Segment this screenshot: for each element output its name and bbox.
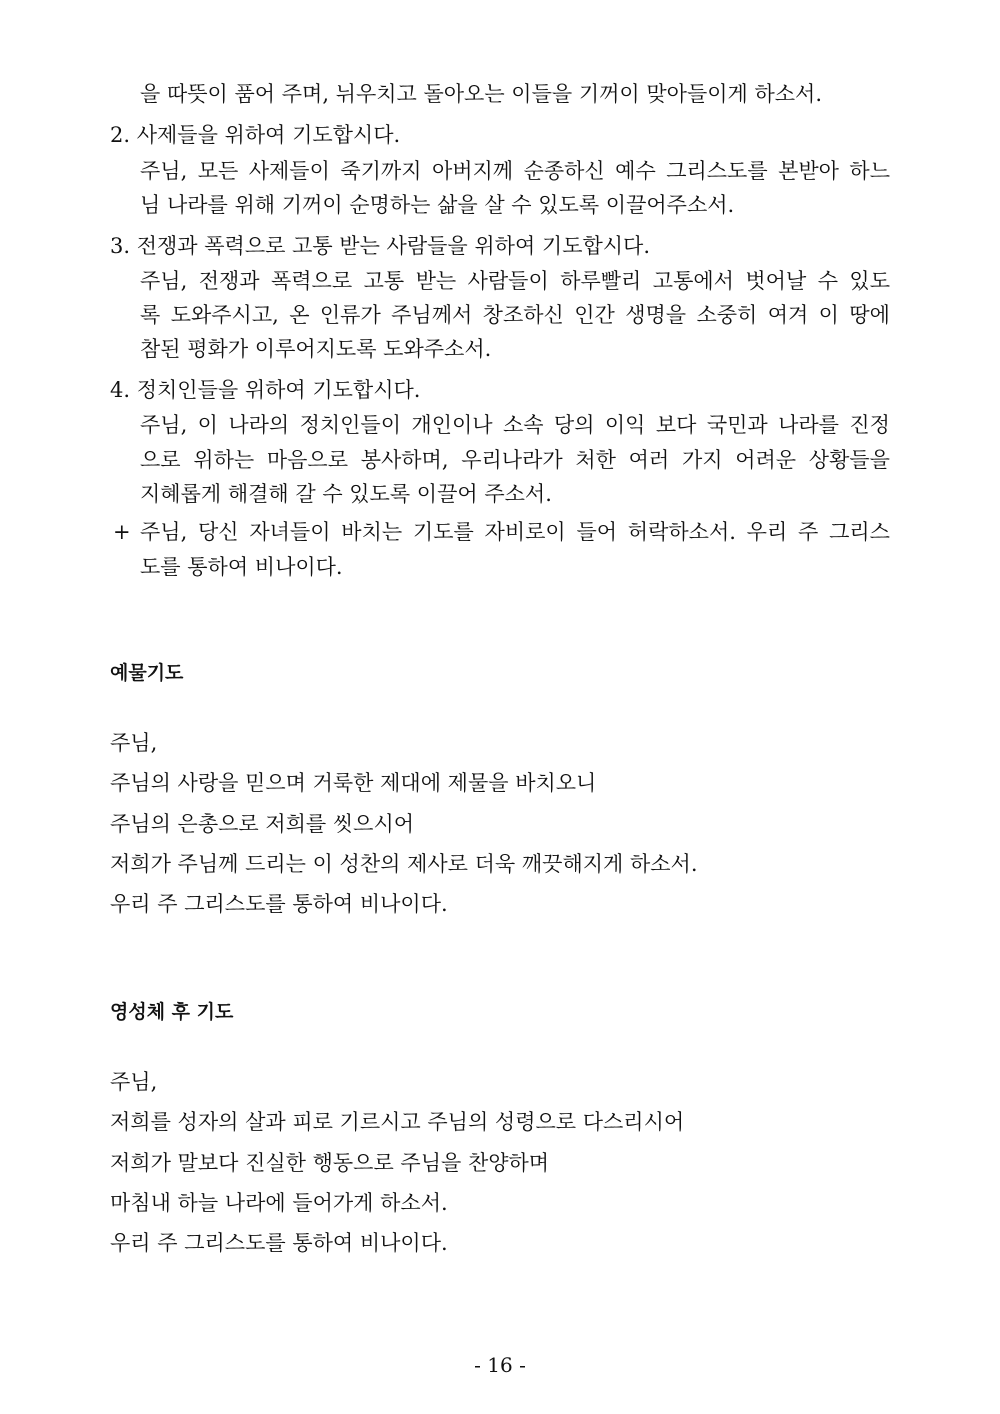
offertory-line: 저희가 주님께 드리는 이 성찬의 제사로 더욱 깨끗해지게 하소서. [110,852,698,876]
word: 으로 [140,448,181,472]
offertory-line: 주님, [110,731,158,755]
post-communion-line: 저희가 말보다 진실한 행동으로 주님을 찬양하며 [110,1151,550,1175]
word: 우리 [746,520,788,544]
word: 예수 [615,159,656,183]
closing-cross-marker: + [113,520,131,544]
intercession-2-line-2: 님 나라를 위해 기꺼이 순명하는 삶을 살 수 있도록 이끌어주소서. [140,193,735,217]
word: 주님께서 [391,303,473,327]
word: 고통에서 [652,269,734,293]
word: 소속 [502,413,544,437]
offertory-line: 주님의 은총으로 저희를 씻으시어 [110,812,415,836]
word: 수 [817,269,838,293]
word: 순종하신 [523,159,605,183]
word: 들어 [576,520,618,544]
intercession-3-line-3: 참된 평화가 이루어지도록 도와주소서. [140,337,492,361]
word: 모든 [197,159,239,183]
word: 아버지께 [431,159,514,183]
word: 여겨 [767,303,809,327]
post-communion-line: 주님, [110,1070,158,1094]
word: 보다 [655,413,697,437]
intercession-4-line-2 [140,446,890,474]
word: 본받아 [778,159,839,183]
word: 주님, [140,159,188,183]
word: 온 [289,303,310,327]
word: 어려운 [735,448,797,472]
word: 허락하소서. [627,520,736,544]
word: 자비로이 [484,520,566,544]
word: 주님, [140,269,188,293]
word: 그리스 [829,520,890,544]
intercession-1-tail: 을 따뜻이 품어 주며, 뉘우치고 돌아오는 이들을 기꺼이 맞아들이게 하소서. [140,82,823,106]
word: 벗어날 [745,269,807,293]
word: 사제들이 [248,159,330,183]
word: 창조하신 [482,303,564,327]
word: 있도 [849,269,890,293]
word: 주님, [140,413,188,437]
word: 하느 [849,159,890,183]
word: 폭력으로 [270,269,353,293]
word: 도와주시고, [170,303,279,327]
post-communion-line: 마침내 하늘 나라에 들어가게 하소서. [110,1191,448,1215]
page-number: - 16 - [474,1353,526,1377]
post-communion-heading: 영성체 후 기도 [110,1001,234,1023]
word: 전쟁과 [198,269,260,293]
word: 위하는 [193,448,255,472]
word: 우리나라가 [461,448,563,472]
intercession-3-title: 3. 전쟁과 폭력으로 고통 받는 사람들을 위하여 기도합시다. [110,234,651,258]
word: 하루빨리 [560,269,642,293]
word: 진정 [849,413,890,437]
word: 여러 [628,448,670,472]
word: 바치는 [341,520,403,544]
intercession-2-title: 2. 사제들을 위하여 기도합시다. [110,123,401,147]
word: 가지 [681,448,723,472]
intercession-3-line-1 [140,267,890,295]
offertory-line: 우리 주 그리스도를 통하여 비나이다. [110,892,448,916]
word: 소중히 [696,303,758,327]
offertory-heading: 예물기도 [110,662,184,684]
word: 정치인들이 [299,413,402,437]
intercession-4-line-3: 지혜롭게 해결해 갈 수 있도록 이끌어 주소서. [140,482,552,506]
word: 기도를 [412,520,474,544]
word: 그리스도를 [666,159,768,183]
word: 당의 [553,413,595,437]
word: 고통 [363,269,405,293]
word: 인류가 [319,303,381,327]
word: 사람들이 [467,269,549,293]
word: 봉사하며, [360,448,449,472]
word: 나라를 [778,413,839,437]
word: 국민과 [706,413,768,437]
word: 이 [197,413,218,437]
word: 받는 [415,269,457,293]
closing-prayer-line-2: 도를 통하여 비나이다. [140,555,343,579]
word: 자녀들이 [249,520,331,544]
word: 개인이나 [411,413,493,437]
word: 나라의 [228,413,290,437]
intercession-2-line-1 [140,157,890,185]
word: 이익 [604,413,646,437]
word: 죽기까지 [340,159,422,183]
intercession-3-line-2 [140,301,890,329]
word: 처한 [575,448,616,472]
post-communion-line: 우리 주 그리스도를 통하여 비나이다. [110,1231,448,1255]
word: 땅에 [849,303,890,327]
word: 이 [818,303,839,327]
word: 록 [140,303,161,327]
word: 생명을 [625,303,687,327]
offertory-line: 주님의 사랑을 믿으며 거룩한 제대에 제물을 바치오니 [110,771,597,795]
word: 상황들을 [808,448,890,472]
word: 마음으로 [266,448,348,472]
word: 주 [798,520,819,544]
word: 주님, [140,520,188,544]
intercession-4-line-1 [140,411,890,439]
closing-prayer-line-1 [140,518,890,546]
word: 인간 [574,303,615,327]
intercession-4-title: 4. 정치인들을 위하여 기도합시다. [110,378,421,402]
post-communion-line: 저희를 성자의 살과 피로 기르시고 주님의 성령으로 다스리시어 [110,1110,685,1134]
word: 당신 [198,520,239,544]
